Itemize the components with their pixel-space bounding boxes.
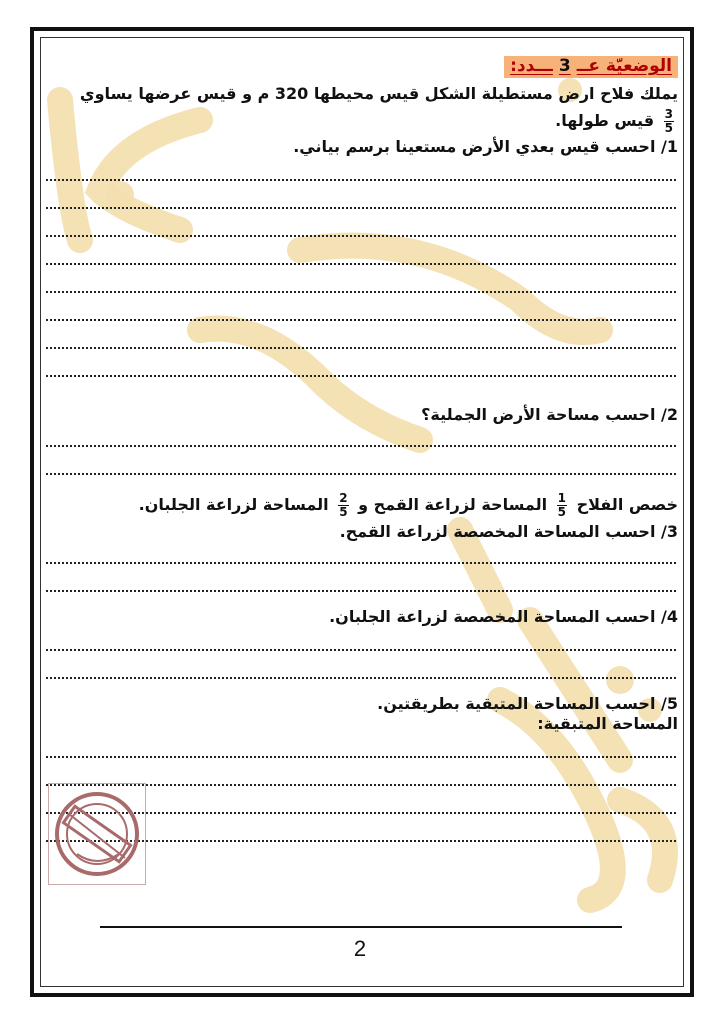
title-number: 3 (558, 56, 571, 76)
question-5-sublabel: المساحة المتبقية: (537, 714, 678, 733)
exercise-title (504, 56, 678, 78)
page-number: 2 (353, 936, 367, 961)
problem-line-1: يملك فلاح ارض مستطيلة الشكل قيس محيطها 320 م و قيس عرضها يساوي (79, 84, 678, 103)
ratio-fraction (664, 108, 674, 135)
ratio-denominator: 5 (664, 121, 673, 135)
ratio-numerator: 3 (664, 107, 673, 121)
title-suffix: ـــدد: (510, 56, 553, 76)
question-2: 2/ احسب مساحة الأرض الجملية؟ (421, 405, 678, 424)
peas-denominator: 5 (339, 505, 348, 519)
question-3: 3/ احسب المساحة المخصصة لزراعة القمح. (339, 522, 678, 541)
question-1: 1/ احسب قيس بعدي الأرض مستعينا برسم بياني. (293, 137, 678, 156)
peas-numerator: 2 (339, 491, 348, 505)
allocation-part-a: خصص الفلاح (576, 495, 678, 514)
exercise-content (44, 56, 678, 868)
question-5: 5/ احسب المساحة المتبقية بطريقتين. (377, 694, 678, 713)
allocation-part-b: المساحة لزراعة القمح و (358, 495, 548, 514)
peas-fraction (338, 492, 348, 519)
title-prefix: الوضعيّة عــ (576, 56, 672, 76)
wheat-denominator: 5 (557, 505, 567, 519)
allocation-part-c: المساحة لزراعة الجلبان. (138, 495, 329, 514)
wheat-numerator: 1 (557, 491, 567, 505)
problem-line-2 (44, 108, 678, 135)
stamp-seal-icon (49, 784, 145, 884)
exercise-title-row (44, 56, 678, 78)
allocation-statement (44, 488, 678, 522)
wheat-fraction (557, 492, 567, 519)
question-4: 4/ احسب المساحة المخصصة لزراعة الجلبان. (329, 607, 678, 626)
problem-line-2-text: قيس طولها. (555, 111, 655, 130)
footer-rule (100, 926, 622, 928)
stamp (48, 783, 146, 885)
